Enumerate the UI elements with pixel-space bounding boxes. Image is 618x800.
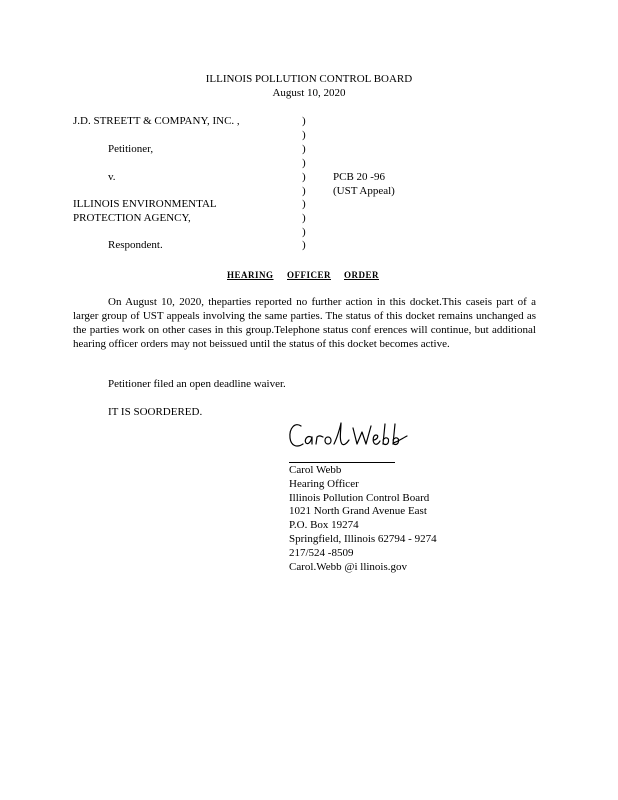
versus: v.: [108, 171, 116, 183]
caption-paren: ): [302, 226, 306, 238]
order-title-officer: OFFICER: [287, 270, 331, 280]
signature-line: [289, 462, 395, 463]
caption-paren: ): [302, 129, 306, 141]
order-title-hearing: HEARING: [227, 270, 274, 280]
agency-heading: ILLINOIS POLLUTION CONTROL BOARD: [205, 73, 413, 85]
signer-title: Hearing Officer: [289, 478, 359, 490]
caption-paren: ): [302, 115, 306, 127]
order-title-order: ORDER: [344, 270, 380, 280]
body-paragraph-2: Petitioner filed an open deadline waiver.: [108, 378, 286, 390]
respondent-line-1: ILLINOIS ENVIRONMENTAL: [73, 198, 217, 210]
caption-paren: ): [302, 239, 306, 251]
caption-paren: ): [302, 185, 306, 197]
petitioner-name: J.D. STREETT & COMPANY, INC. ,: [73, 115, 240, 127]
caption-paren: ): [302, 198, 306, 210]
order-date: August 10, 2020: [272, 87, 346, 99]
signer-organization: Illinois Pollution Control Board: [289, 492, 430, 504]
caption-paren: ): [302, 212, 306, 224]
case-type: (UST Appeal): [333, 185, 395, 197]
city-state-zip: Springfield, Illinois 62794 - 9274: [289, 533, 437, 545]
handwritten-signature: [287, 418, 412, 456]
body-paragraph-3: IT IS SOORDERED.: [108, 406, 203, 418]
petitioner-role: Petitioner,: [108, 143, 154, 155]
phone-number: 217/524 -8509: [289, 547, 354, 559]
street-address: 1021 North Grand Avenue East: [289, 505, 427, 517]
email-address: Carol.Webb @i llinois.gov: [289, 561, 408, 573]
respondent-line-2: PROTECTION AGENCY,: [73, 212, 191, 224]
body-paragraph-1: On August 10, 2020, theparties reported no further action in this docket.This caseis part of a larger group of UST appeals involving the same parties. The status of this docket remains unchanged as the parties work on other cases in this group.Telephone status conf erences will continue, but additional hearing officer orders may not beissued until the status of this docket becomes active.: [73, 296, 536, 350]
respondent-role: Respondent.: [108, 239, 163, 251]
caption-paren: ): [302, 143, 306, 155]
caption-paren: ): [302, 157, 306, 169]
caption-paren: ): [302, 171, 306, 183]
case-number: PCB 20 -96: [333, 171, 385, 183]
po-box: P.O. Box 19274: [289, 519, 359, 531]
signer-name: Carol Webb: [289, 464, 342, 476]
